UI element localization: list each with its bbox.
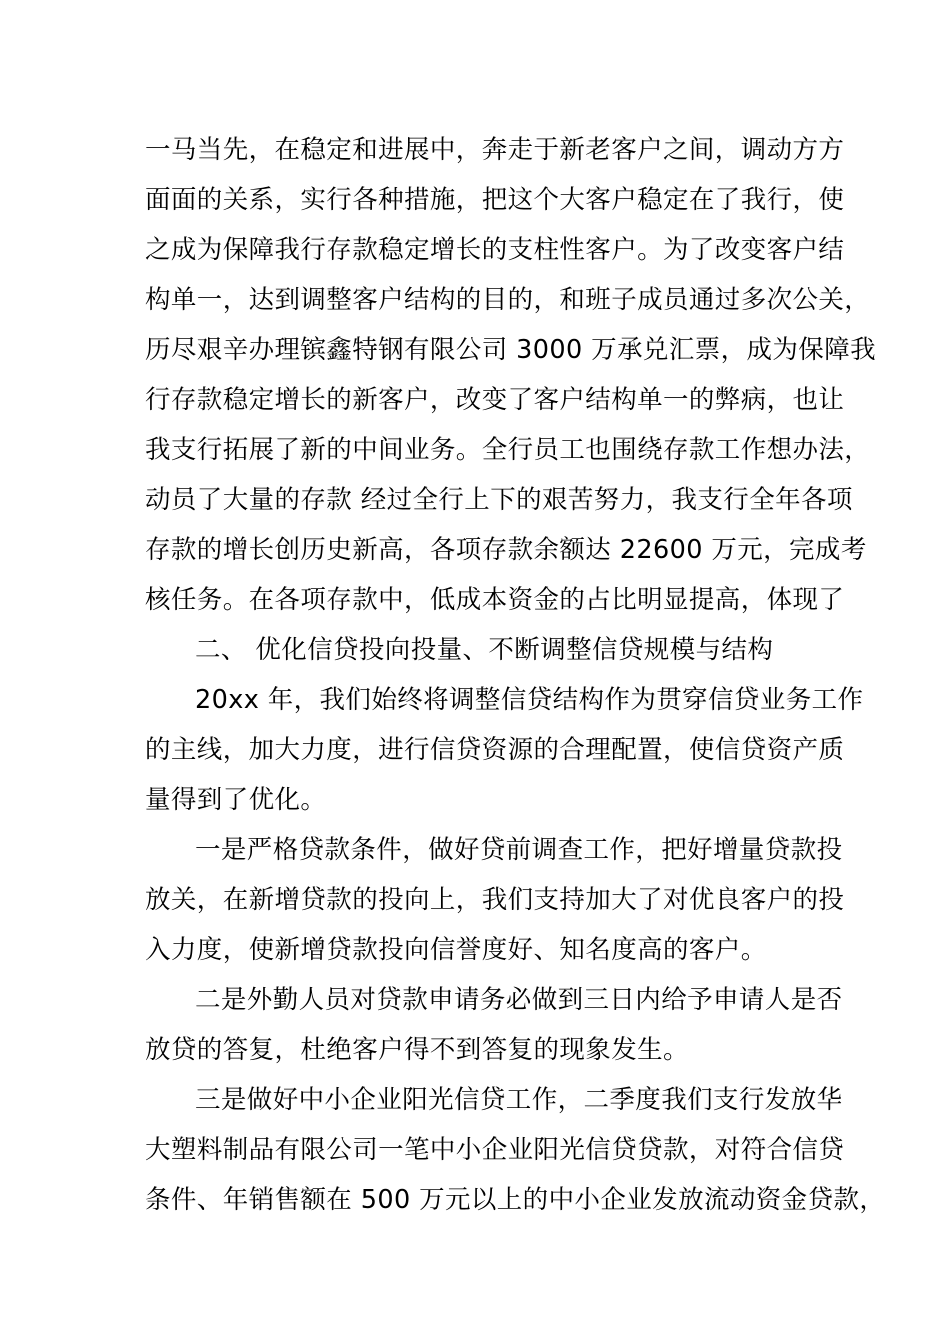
body-line: 构单一，达到调整客户结构的目的，和班子成员通过多次公关， — [145, 285, 871, 315]
body-line: 行存款稳定增长的新客户，改变了客户结构单一的弊病，也让 — [145, 385, 845, 415]
body-line: 核任务。在各项存款中，低成本资金的占比明显提高，体现了 — [145, 585, 845, 615]
body-line: 条件、年销售额在 500 万元以上的中小企业发放流动资金贷款， — [145, 1185, 886, 1215]
body-line: 量得到了优化。 — [145, 785, 327, 815]
body-line: 放关，在新增贷款的投向上，我们支持加大了对优良客户的投 — [145, 885, 845, 915]
body-line: 20xx 年，我们始终将调整信贷结构作为贯穿信贷业务工作 — [195, 685, 864, 715]
body-line: 面面的关系，实行各种措施，把这个大客户稳定在了我行，使 — [145, 185, 845, 215]
section-heading: 二、 优化信贷投向投量、不断调整信贷规模与结构 — [195, 635, 774, 665]
body-line: 动员了大量的存款 经过全行上下的艰苦努力，我支行全年各项 — [145, 485, 853, 515]
body-line: 的主线，加大力度，进行信贷资源的合理配置，使信贷资产质 — [145, 735, 845, 765]
body-line: 一是严格贷款条件，做好贷前调查工作，把好增量贷款投 — [195, 835, 843, 865]
body-line: 之成为保障我行存款稳定增长的支柱性客户。为了改变客户结 — [145, 235, 845, 265]
body-line: 大塑料制品有限公司一笔中小企业阳光信贷贷款，对符合信贷 — [145, 1135, 845, 1165]
body-line: 入力度，使新增贷款投向信誉度好、知名度高的客户。 — [145, 935, 767, 965]
body-line: 二是外勤人员对贷款申请务必做到三日内给予申请人是否 — [195, 985, 843, 1015]
body-line: 三是做好中小企业阳光信贷工作，二季度我们支行发放华 — [195, 1085, 843, 1115]
body-line: 一马当先，在稳定和进展中，奔走于新老客户之间，调动方方 — [145, 135, 845, 165]
body-line: 放贷的答复，杜绝客户得不到答复的现象发生。 — [145, 1035, 689, 1065]
body-line: 我支行拓展了新的中间业务。全行员工也围绕存款工作想办法， — [145, 435, 871, 465]
body-line: 存款的增长创历史新高，各项存款余额达 22600 万元，完成考 — [145, 535, 867, 565]
body-line: 历尽艰辛办理镔鑫特钢有限公司 3000 万承兑汇票，成为保障我 — [145, 335, 877, 365]
